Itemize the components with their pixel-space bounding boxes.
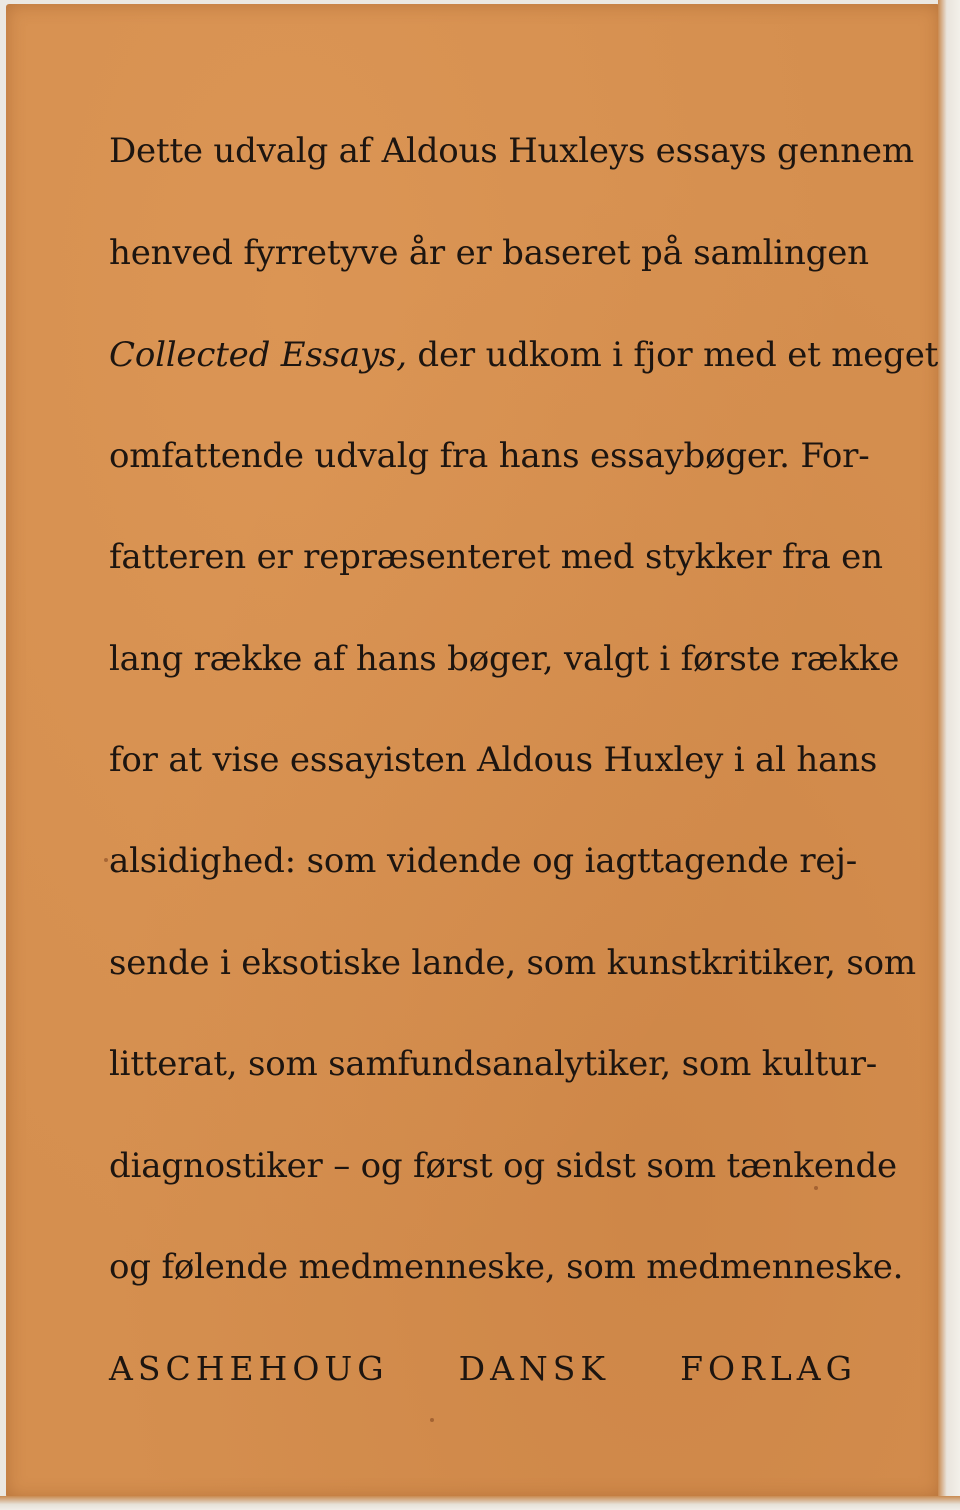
book-title-italic: Collected Essays,: [109, 335, 407, 375]
blurb-line: henved fyrretyve år er baseret på samlingen: [109, 233, 869, 273]
blurb-line: fatteren er repræsenteret med stykker fra en: [109, 537, 883, 577]
blurb-line: for at vise essayisten Aldous Huxley i al hans: [109, 740, 878, 780]
blurb-line: Collected Essays, der udkom i fjor med et meget: [109, 335, 939, 375]
blurb-line: lang række af hans bøger, valgt i første række: [109, 639, 900, 679]
publisher-name: ASCHEHOUG DANSK FORLAG: [109, 1349, 857, 1388]
blurb-line: og følende medmenneske, som medmenneske.: [109, 1247, 904, 1287]
blurb-line: alsidighed: som vidende og iagttagende rej-: [109, 841, 857, 881]
blurb-line: diagnostiker – og først og sidst som tænkende: [109, 1146, 897, 1186]
blurb-line: sende i eksotiske lande, som kunstkritiker, som: [109, 943, 916, 983]
blurb-line: Dette udvalg af Aldous Huxleys essays gennem: [109, 131, 914, 171]
blurb-line: litterat, som samfundsanalytiker, som kultur-: [109, 1044, 878, 1084]
blurb-line: omfattende udvalg fra hans essaybøger. For-: [109, 436, 870, 476]
